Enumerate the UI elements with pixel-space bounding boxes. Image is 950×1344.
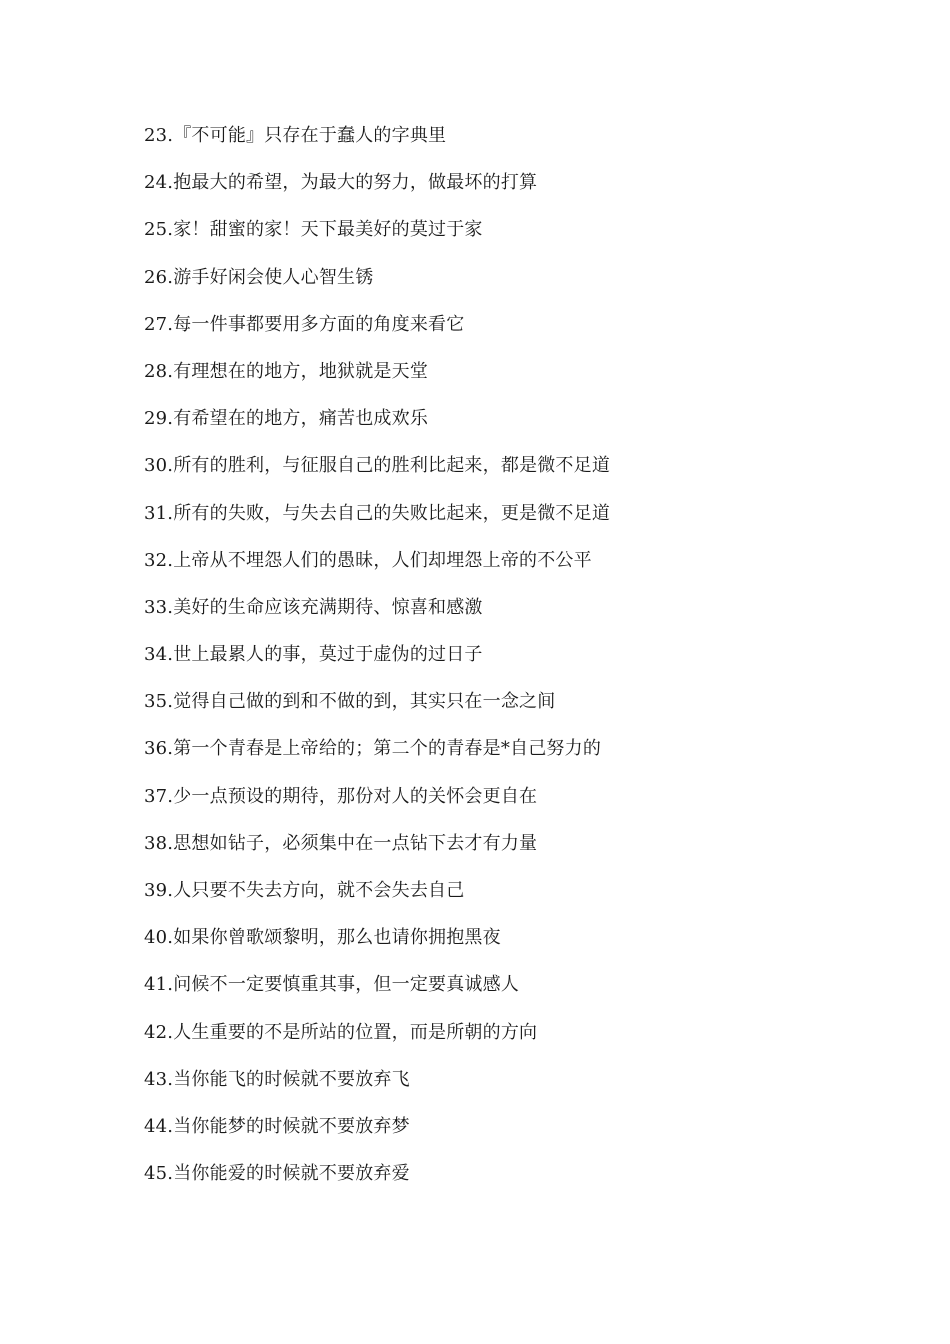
quote-item: 23.『不可能』只存在于蠢人的字典里 xyxy=(144,125,447,146)
quote-item: 30.所有的胜利，与征服自己的胜利比起来，都是微不足道 xyxy=(144,455,611,477)
quote-item: 29.有希望在的地方，痛苦也成欢乐 xyxy=(144,408,429,430)
quote-item: 40.如果你曾歌颂黎明，那么也请你拥抱黑夜 xyxy=(144,927,501,949)
quote-item: 26.游手好闲会使人心智生锈 xyxy=(144,266,374,288)
quote-item: 41.问候不一定要慎重其事，但一定要真诚感人 xyxy=(144,974,520,996)
quote-item: 44.当你能梦的时候就不要放弃梦 xyxy=(144,1115,410,1137)
quote-item: 35.觉得自己做的到和不做的到，其实只在一念之间 xyxy=(144,691,556,713)
quote-item: 37.少一点预设的期待，那份对人的关怀会更自在 xyxy=(144,785,538,807)
quote-item: 27.每一件事都要用多方面的角度来看它 xyxy=(144,313,465,335)
quote-item: 31.所有的失败，与失去自己的失败比起来，更是微不足道 xyxy=(144,502,611,524)
quote-item: 33.美好的生命应该充满期待、惊喜和感激 xyxy=(144,596,483,618)
quote-item: 38.思想如钻子，必须集中在一点钻下去才有力量 xyxy=(144,832,538,854)
quote-item: 25.家！甜蜜的家！天下最美好的莫过于家 xyxy=(144,219,483,241)
quote-list xyxy=(144,121,610,1206)
quote-item: 39.人只要不失去方向，就不会失去自己 xyxy=(144,880,465,901)
quote-item: 42.人生重要的不是所站的位置，而是所朝的方向 xyxy=(144,1021,538,1043)
quote-item: 34.世上最累人的事，莫过于虚伪的过日子 xyxy=(144,644,483,666)
quote-item: 36.第一个青春是上帝给的；第二个的青春是*自己努力的 xyxy=(144,738,602,760)
quote-item: 24.抱最大的希望，为最大的努力，做最坏的打算 xyxy=(144,172,538,194)
quote-item: 32.上帝从不埋怨人们的愚昧，人们却埋怨上帝的不公平 xyxy=(144,549,592,571)
quote-item: 45.当你能爱的时候就不要放弃爱 xyxy=(144,1163,410,1185)
quote-item: 28.有理想在的地方，地狱就是天堂 xyxy=(144,360,429,382)
quote-item: 43.当你能飞的时候就不要放弃飞 xyxy=(144,1068,410,1090)
